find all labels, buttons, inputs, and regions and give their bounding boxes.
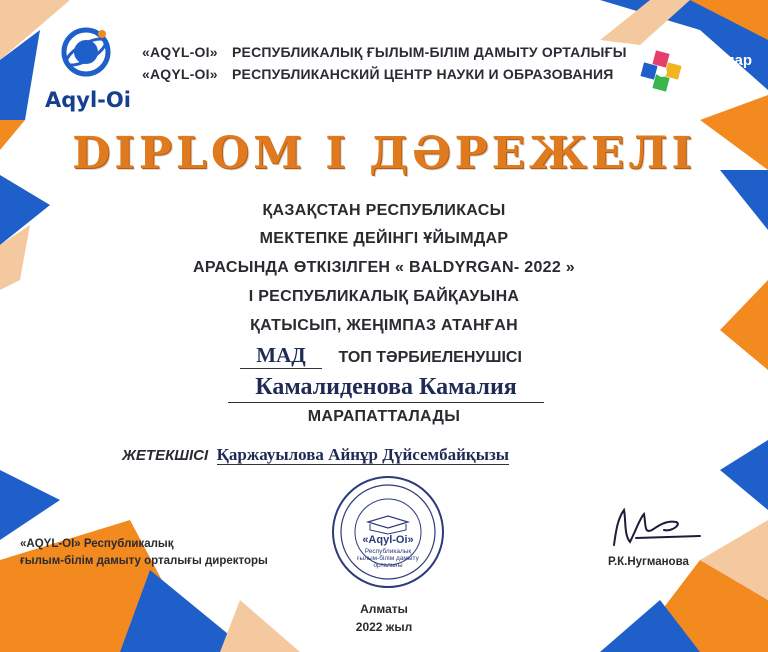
director-line-1: «AQYL-OI» Республикалық [20, 538, 174, 550]
signature-mark [596, 500, 706, 560]
aqyl-oi-logo [36, 22, 136, 122]
stamp-line-2: ғылым-білім дамыту [357, 555, 419, 562]
header-line-2-text: РЕСПУБЛИКАНСКИЙ ЦЕНТР НАУКИ И ОБРАЗОВАНИЯ [232, 66, 614, 82]
year: 2022 жыл [355, 620, 413, 634]
signer-name: Р.К.Нугманова [608, 556, 689, 568]
flower-emblem-icon [640, 50, 684, 94]
body-line-4: І РЕСПУБЛИКАЛЫҚ БАЙҚАУЫНА [248, 288, 520, 305]
city: Алматы [360, 602, 408, 616]
director-line-2: ғылым-білім дамыту орталығы директоры [20, 555, 268, 567]
logo-text: Aqyl-Oi [45, 88, 131, 112]
recipient-line [228, 374, 544, 403]
recipient-name: Камалиденова Камалия [228, 374, 544, 403]
official-stamp [330, 474, 446, 590]
stamp-line-1: Республикалық [364, 548, 412, 555]
stamp-seal [330, 474, 446, 590]
awarded-text: МАРАПАТТАЛАДЫ [307, 408, 461, 425]
supervisor-line [122, 445, 509, 465]
supervisor-name: Қаржауылова Айнұр Дүйсембайқызы [216, 445, 510, 464]
stamp-line-3: орталығы [373, 562, 403, 569]
badge-year: 2022 [698, 87, 723, 99]
header-line-1-quote: «AQYL-OI» [142, 44, 218, 60]
stamp-text [330, 548, 446, 569]
body-line-3: АРАСЫНДА ӨТКІЗІЛГЕН « BALDYRGAN- 2022 » [193, 259, 575, 276]
body-line-5: ҚАТЫСЫП, ЖЕҢІМПАЗ АТАНҒАН [250, 317, 518, 334]
globe-icon [56, 22, 116, 82]
supervisor-label: ЖЕТЕКШІСІ [122, 447, 209, 464]
group-suffix: ТОП ТӘРБИЕЛЕНУШІСІ [338, 349, 522, 366]
children-year-badge [640, 44, 760, 108]
group-name-handwritten: МАД [240, 343, 322, 369]
body-line-2: МЕКТЕПКЕ ДЕЙІНГІ ҰЙЫМДАР [259, 230, 509, 247]
header-line-2 [142, 66, 614, 82]
group-line [240, 343, 522, 369]
diploma-title: DIPLOM I ДӘРЕЖЕЛІ [72, 128, 696, 179]
header-line-1-text: РЕСПУБЛИКАЛЫҚ ҒЫЛЫМ-БІЛІМ ДАМЫТУ ОРТАЛЫҒЫ [232, 44, 627, 60]
stamp-title: «Aqyl-Oi» [362, 534, 414, 546]
badge-line-1: Балалар [688, 52, 753, 69]
badge-line-2: жылы [688, 69, 734, 86]
header-line-1 [142, 44, 627, 60]
header-line-2-quote: «AQYL-OI» [142, 66, 218, 82]
body-line-1: ҚАЗАҚСТАН РЕСПУБЛИКАСЫ [262, 202, 506, 219]
